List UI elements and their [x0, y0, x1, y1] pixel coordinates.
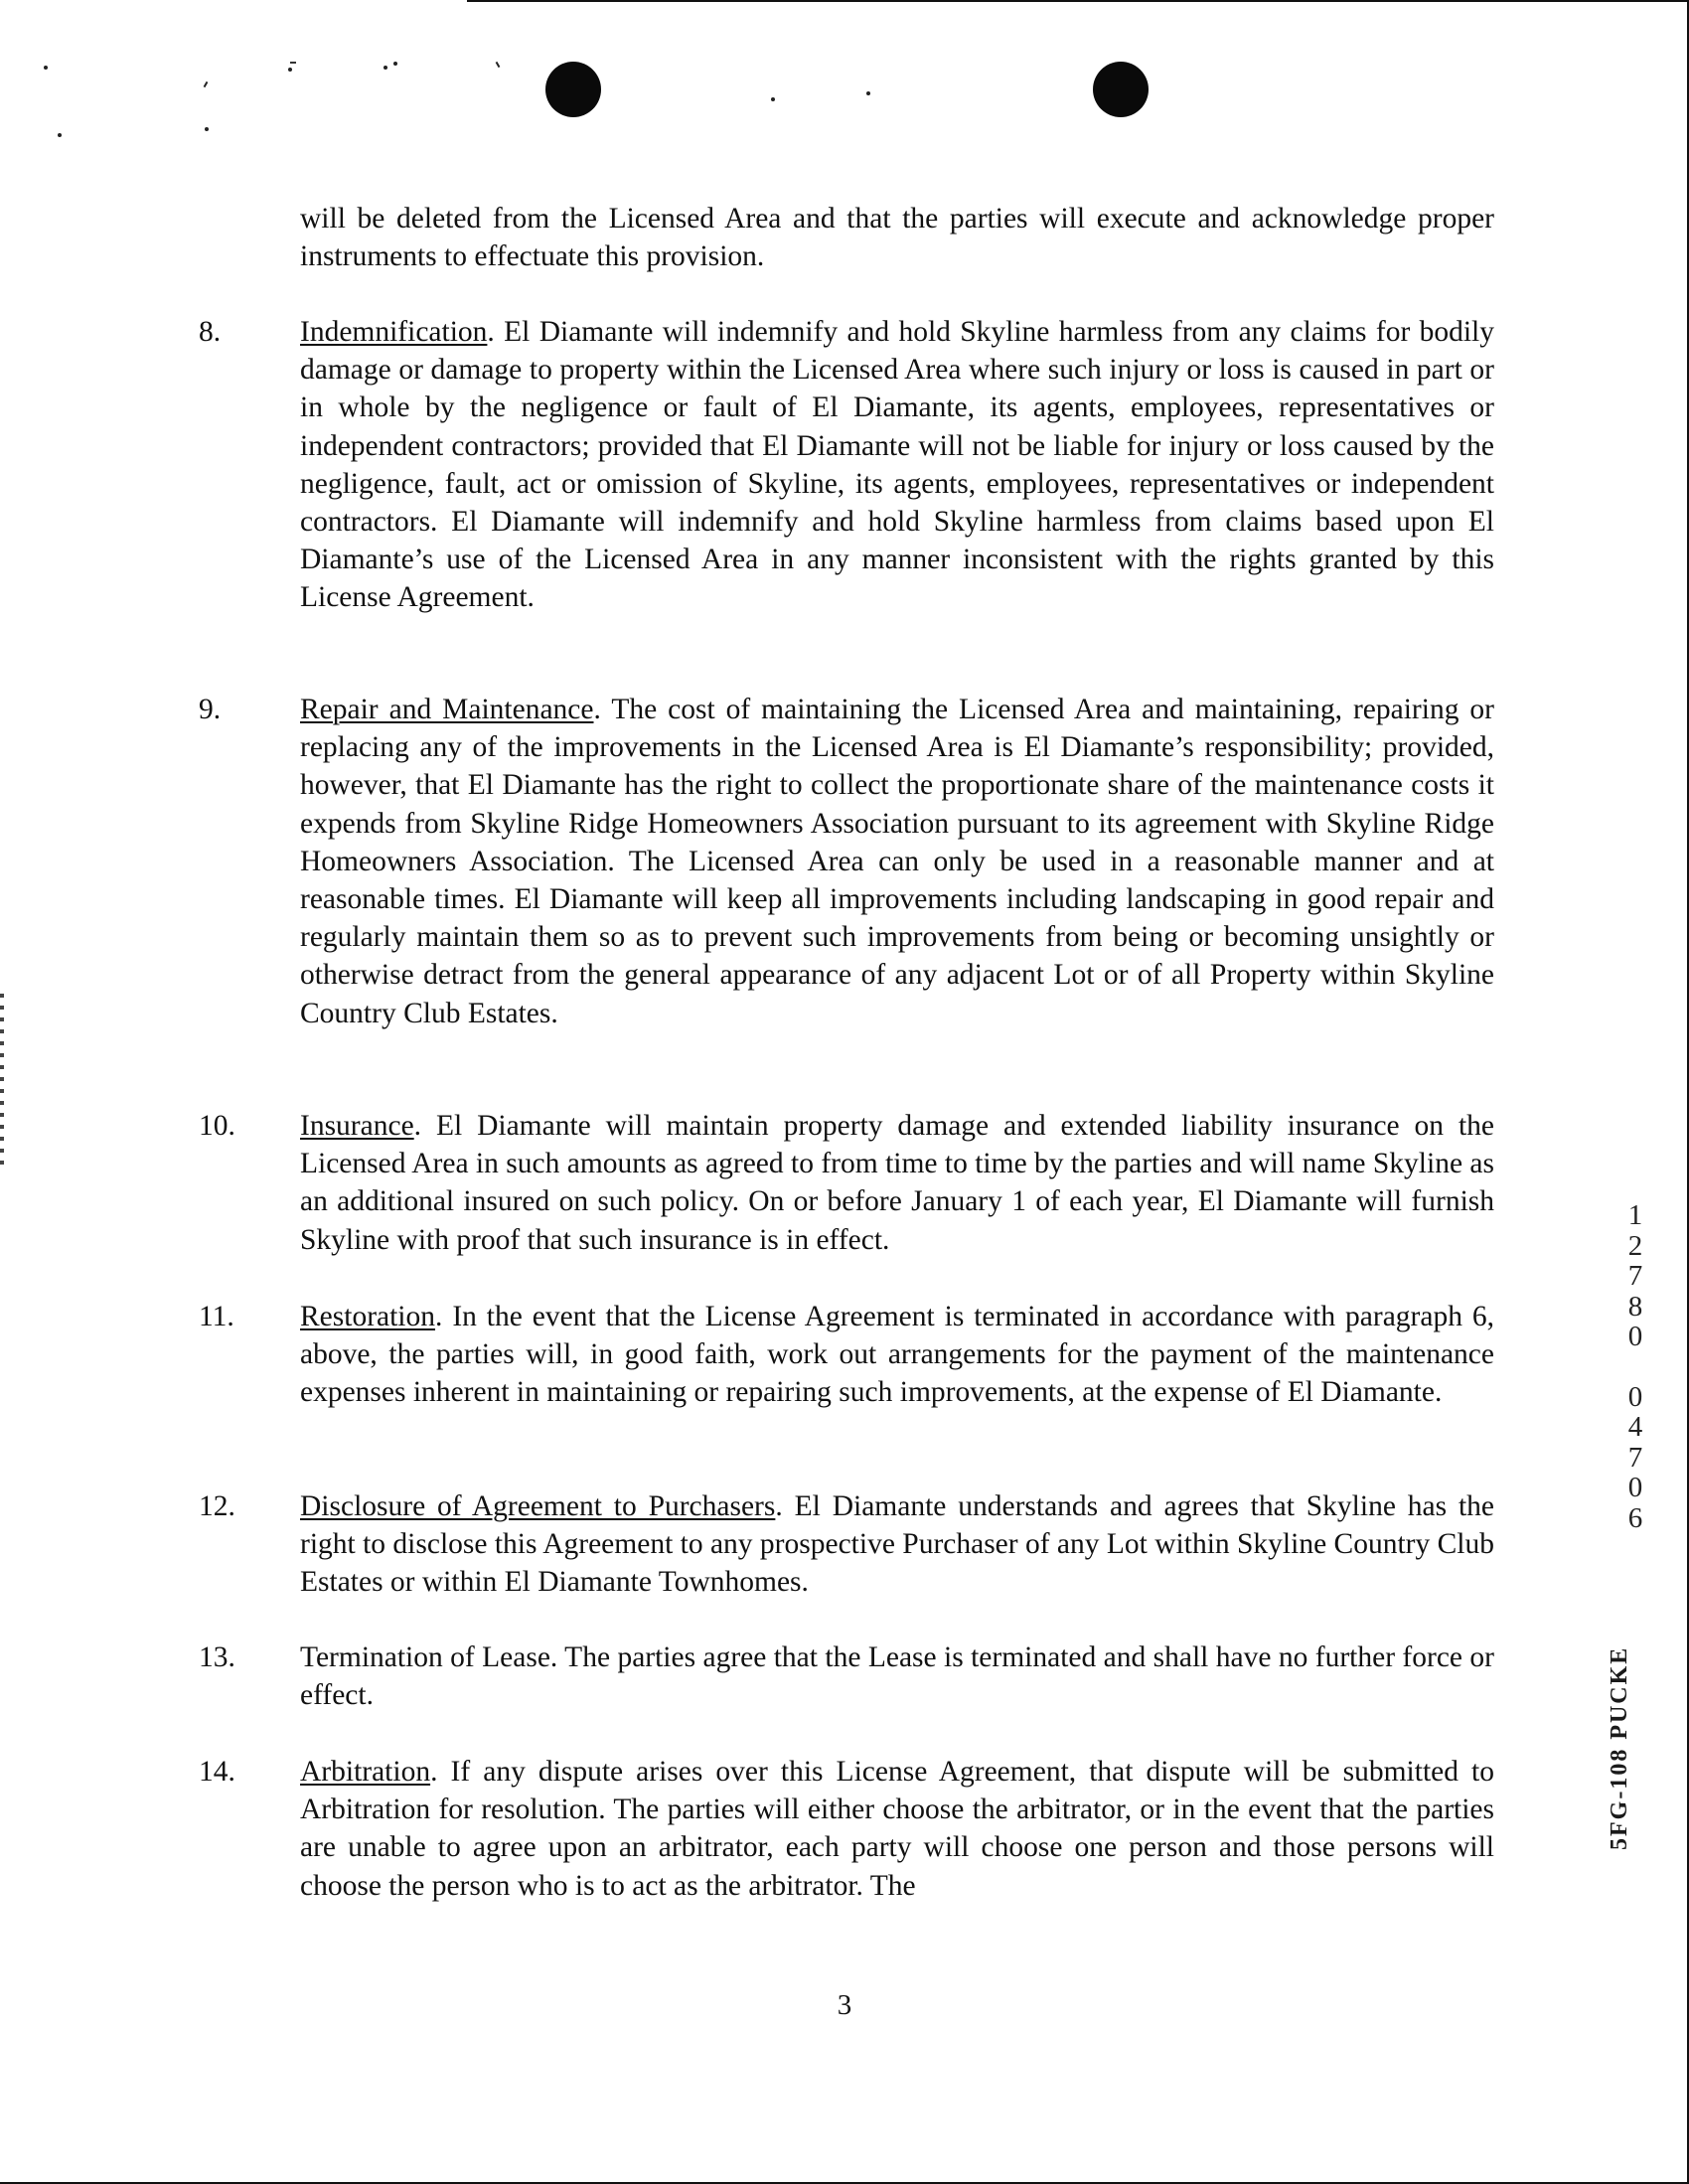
section-body: Disclosure of Agreement to Purchasers. El Diamante understands and agrees that Skyline has the right to disclose this Agreement to any prospective Purchaser of any Lot within Skyline Country Club Estates or within El Diamante Townhomes. — [300, 1490, 1495, 1599]
section-body: Restoration. In the event that the License Agreement is terminated in accordance with paragraph 6, above, the parties will, in good faith, work out arrangements for the payment of the maintenance expenses inherent in maintaining or repairing such improvements, at the expense of El Diamante. — [300, 1301, 1494, 1409]
scan-speck — [771, 97, 775, 101]
section-heading: Insurance — [300, 1110, 414, 1142]
section-number: 12. — [199, 1490, 235, 1522]
section-number: 10. — [199, 1110, 235, 1142]
stamp-digit: 2 — [1627, 1229, 1643, 1262]
section-heading: Indemnification — [300, 316, 488, 348]
stamp-digit: 1 — [1627, 1199, 1643, 1231]
stamp-digit: 7 — [1627, 1441, 1643, 1474]
section-text: The cost of maintaining the Licensed Area and maintaining, repairing or replacing any of the improvements in the Licensed Area is El Diamante’s responsibility; provided, however, that El Diamante has the right to collect the proportionate share of the maintenance costs it expends from Skyline Ridge Homeowners Association pursuant to its agreement with Skyline Ridge Homeowners Association. The Licensed Area can only be used in a reasonable manner and at reasonable times. El Diamante will keep all improvements including landscaping in good repair and regularly maintain them so as to prevent such improvements from being or becoming unsightly or otherwise detract from the general appearance of any adjacent Lot or of all Property within Skyline Country Club Estates. — [300, 694, 1494, 1029]
section-text: If any dispute arises over this License Agreement, that dispute will be submitted to Arbitration for resolution. The parties will either choose the arbitrator, or in the event that the parties are unable to agree upon an arbitrator, each party will choose one person and those persons will choose the person who is to act as the arbitrator. The — [300, 1756, 1494, 1902]
stamp-digit: 0 — [1627, 1380, 1643, 1413]
scan-top-edge — [467, 0, 1689, 2]
section-body: Termination of Lease. The parties agree that the Lease is terminated and shall have no further force or effect. — [300, 1641, 1494, 1712]
section-text: The parties agree that the Lease is terminated and shall have no further force or effect. — [300, 1641, 1494, 1712]
section-body: Arbitration. If any dispute arises over this License Agreement, that dispute will be submitted to Arbitration for resolution. The parties will either choose the arbitrator, or in the event that the parties are unable to agree upon an arbitrator, each party will choose one person and those persons will choose the person who is to act as the arbitrator. The — [300, 1756, 1494, 1902]
section-number: 8. — [199, 316, 222, 348]
section-heading: Restoration — [300, 1301, 436, 1332]
scan-speck — [290, 62, 296, 64]
section-text: In the event that the License Agreement is terminated in accordance with paragraph 6, above, the parties will, in good faith, work out arrangements for the payment of the maintenance expenses inherent in maintaining or repairing such improvements, at the expense of El Diamante. — [300, 1301, 1494, 1409]
scan-speck — [288, 68, 292, 72]
section-number: 9. — [199, 694, 222, 725]
scan-speck — [58, 133, 62, 137]
section-number: 11. — [199, 1301, 234, 1332]
edge-stamp-mark: 5FG-108 PUCKE — [1607, 1645, 1632, 1850]
stamp-digit: 0 — [1627, 1321, 1643, 1352]
section-heading: Disclosure of Agreement to Purchasers — [300, 1490, 776, 1522]
section-text: El Diamante understands and agrees that Skyline has the right to disclose this Agreement to any prospective Purchaser of any Lot within Skyline Country Club Estates or within El Diamante Townhomes. — [300, 1490, 1495, 1599]
scan-left-edge — [0, 994, 4, 1172]
stamp-digit: 8 — [1627, 1290, 1643, 1323]
section-body: Repair and Maintenance. The cost of maintaining the Licensed Area and maintaining, repairing or replacing any of the improvements in the Licensed Area is El Diamante’s responsibility; provided, however, that El Diamante has the right to collect the proportionate share of the maintenance costs it expends from Skyline Ridge Homeowners Association pursuant to its agreement with Skyline Ridge Homeowners Association. The Licensed Area can only be used in a reasonable manner and at reasonable times. El Diamante will keep all improvements including landscaping in good repair and regularly maintain them so as to prevent such improvements from being or becoming unsightly or otherwise detract from the general appearance of any adjacent Lot or of all Property within Skyline Country Club Estates. — [300, 694, 1494, 1029]
page-number: 3 — [837, 1989, 852, 2021]
section-body: Insurance. El Diamante will maintain property damage and extended liability insurance on the Licensed Area in such amounts as agreed to from time to time by the parties and will name Skyline as an additional insured on such policy. On or before January 1 of each year, El Diamante will furnish Skyline with proof that such insurance is in effect. — [300, 1110, 1494, 1256]
section-heading: Arbitration — [300, 1756, 431, 1788]
stamp-digit: 6 — [1627, 1501, 1643, 1534]
stamp-digit: 7 — [1627, 1260, 1643, 1292]
punch-hole-left — [545, 62, 601, 117]
section-heading: Termination of Lease — [300, 1641, 550, 1673]
scan-speck — [384, 66, 387, 70]
scan-speck — [205, 127, 209, 131]
stamp-digit: 0 — [1627, 1472, 1643, 1503]
section-body: Indemnification. El Diamante will indemnify and hold Skyline harmless from any claims for bodily damage or damage to property within the Licensed Area where such injury or loss is caused in part or in whole by the negligence or fault of El Diamante, its agents, employees, representatives or independent contractors; provided that El Diamante will not be liable for injury or loss caused by the negligence, fault, act or omission of Skyline, its agents, employees, representatives or independent contractors. El Diamante will indemnify and hold Skyline harmless from claims based upon El Diamante’s use of the Licensed Area in any manner inconsistent with the rights granted by this License Agreement. — [300, 316, 1494, 614]
scan-speck — [44, 66, 48, 70]
scan-speck — [393, 62, 397, 66]
stamp-digit: 4 — [1627, 1411, 1643, 1443]
section-text: El Diamante will maintain property damage and extended liability insurance on the Licensed Area in such amounts as agreed to from time to time by the parties and will name Skyline as an additional insured on such policy. On or before January 1 of each year, El Diamante will furnish Skyline with proof that such insurance is in effect. — [300, 1110, 1494, 1256]
punch-hole-right — [1093, 62, 1149, 117]
section-text: El Diamante will indemnify and hold Skyline harmless from any claims for bodily damage or damage to property within the Licensed Area where such injury or loss is caused in part or in whole by the negligence or fault of El Diamante, its agents, employees, representatives or independent contractors; provided that El Diamante will not be liable for injury or loss caused by the negligence, fault, act or omission of Skyline, its agents, employees, representatives or independent contractors. El Diamante will indemnify and hold Skyline harmless from claims based upon El Diamante’s use of the Licensed Area in any manner inconsistent with the rights granted by this License Agreement. — [300, 316, 1494, 614]
section-heading: Repair and Maintenance — [300, 694, 594, 725]
recording-stamp — [1617, 1200, 1653, 1533]
continuation-text: will be deleted from the Licensed Area and that the parties will execute and acknowledge proper instruments to effectuate this provision. — [300, 203, 1494, 273]
section-number: 14. — [199, 1756, 235, 1788]
section-number: 13. — [199, 1641, 235, 1673]
scan-speck — [866, 91, 870, 95]
